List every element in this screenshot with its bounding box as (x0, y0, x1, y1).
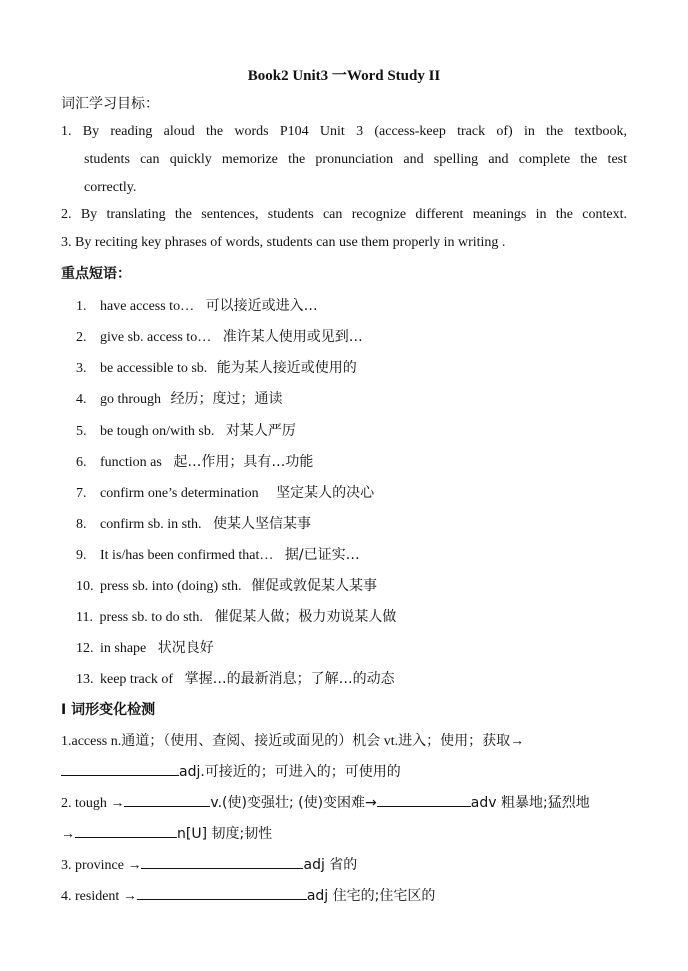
phrase-chinese: 使某人坚信某事 (213, 516, 311, 532)
phrase-english: have access to… (100, 299, 195, 314)
phrase-number: 8. (76, 517, 87, 532)
phrase-number: 7. (76, 486, 87, 501)
phrase-english: give sb. access to… (100, 330, 212, 345)
phrase-item (76, 606, 396, 626)
phrase-english: confirm one’s determination (100, 486, 259, 501)
phrase-item (76, 388, 283, 408)
question-3-lead: 3. province → (61, 858, 142, 873)
section-heading: I 词形变化检测 (61, 702, 156, 718)
answer-blank[interactable] (75, 825, 177, 838)
phrase-number: 1. (76, 299, 87, 314)
question-1-lead: 1.access n.通道；（使用、查阅、接近或面见的）机会 vt.进入；使用；获取→ (61, 734, 525, 749)
phrase-number: 10. (76, 579, 94, 594)
phrase-item (76, 295, 318, 315)
answer-blank[interactable] (124, 794, 210, 807)
phrase-number: 2. (76, 330, 87, 345)
question-4-suffix: adj 住宅的;住宅区的 (306, 888, 436, 904)
phrase-english: press sb. to do sth. (99, 610, 203, 625)
phrase-english: be accessible to sb. (100, 361, 208, 376)
phrase-item (76, 357, 357, 377)
phrase-number: 9. (76, 548, 87, 563)
objective-2: 2. By translating the sentences, students can recognize different meanings in the context. (61, 207, 627, 222)
phrase-english: It is/has been confirmed that… (100, 548, 274, 563)
phrase-english: confirm sb. in sth. (100, 517, 202, 532)
question-2-suffix: n[U] 韧度;韧性 (177, 826, 273, 842)
phrase-chinese: 状况良好 (157, 640, 214, 656)
phrase-english: go through (100, 392, 162, 407)
phrase-chinese: 对某人严厉 (225, 423, 296, 439)
page-title: Book2 Unit3 一Word Study II (247, 68, 441, 84)
question-1-suffix: adj.可接近的；可进入的；可使用的 (179, 764, 401, 780)
phrase-item (76, 482, 374, 502)
objectives-heading: 词汇学习目标： (61, 96, 159, 112)
arrow: → (61, 827, 75, 842)
objective-3: 3. By reciting key phrases of words, students can use them properly in writing . (61, 235, 506, 250)
phrase-item (76, 668, 395, 688)
question-2-line-1 (61, 792, 590, 812)
phrase-english: press sb. into (doing) sth. (100, 579, 242, 594)
phrase-chinese: 坚定某人的决心 (276, 485, 375, 501)
phrase-number: 4. (76, 392, 87, 407)
question-3 (61, 854, 357, 874)
answer-blank[interactable] (141, 856, 303, 869)
objective-1-line-1: 1. By reading aloud the words P104 Unit 3 (access-keep track of) in the textbook, (61, 124, 627, 139)
phrase-number: 13. (76, 672, 94, 687)
phrase-item (76, 451, 313, 471)
phrase-item (76, 420, 296, 440)
phrase-item (76, 637, 214, 657)
phrase-item (76, 326, 363, 346)
question-4 (61, 885, 435, 905)
phrase-chinese: 掌握…的最新消息；了解…的动态 (184, 671, 395, 687)
phrase-item (76, 575, 377, 595)
question-2-line-2 (61, 823, 272, 843)
question-2-lead: 2. tough → (61, 796, 125, 811)
phrase-chinese: 据/已证实… (284, 547, 360, 563)
answer-blank[interactable] (377, 794, 471, 807)
phrase-english: keep track of (100, 672, 174, 687)
phrase-number: 12. (76, 641, 94, 656)
question-1-answer-line (61, 761, 401, 781)
phrase-item (76, 544, 360, 564)
phrase-chinese: 催促某人做；极力劝说某人做 (214, 609, 397, 625)
phrase-item (76, 513, 311, 533)
phrase-chinese: 催促或敦促某人某事 (251, 578, 378, 594)
objective-1-line-3: correctly. (84, 180, 137, 195)
answer-blank[interactable] (137, 887, 307, 900)
question-2-mid2: adv 粗暴地;猛烈地 (470, 795, 590, 811)
phrase-english: be tough on/with sb. (100, 424, 215, 439)
phrase-chinese: 可以接近或进入… (205, 298, 318, 314)
phrase-number: 6. (76, 455, 87, 470)
phrase-number: 11. (76, 610, 93, 625)
answer-blank[interactable] (61, 763, 179, 776)
phrase-chinese: 起…作用；具有…功能 (173, 454, 314, 470)
question-3-suffix: adj 省的 (303, 857, 358, 873)
phrase-english: in shape (100, 641, 147, 656)
phrases-heading: 重点短语： (61, 266, 131, 282)
phrase-chinese: 经历；度过；通读 (170, 391, 283, 407)
objective-1-line-2: students can quickly memorize the pronunciation and spelling and complete the test (84, 152, 627, 167)
question-2-mid1: v.(使)变强壮; (使)变困难→ (210, 795, 377, 811)
phrase-chinese: 准许某人使用或见到… (222, 329, 363, 345)
phrase-number: 5. (76, 424, 87, 439)
question-4-lead: 4. resident → (61, 889, 137, 904)
phrase-english: function as (100, 455, 162, 470)
phrase-number: 3. (76, 361, 87, 376)
phrase-chinese: 能为某人接近或使用的 (216, 360, 357, 376)
